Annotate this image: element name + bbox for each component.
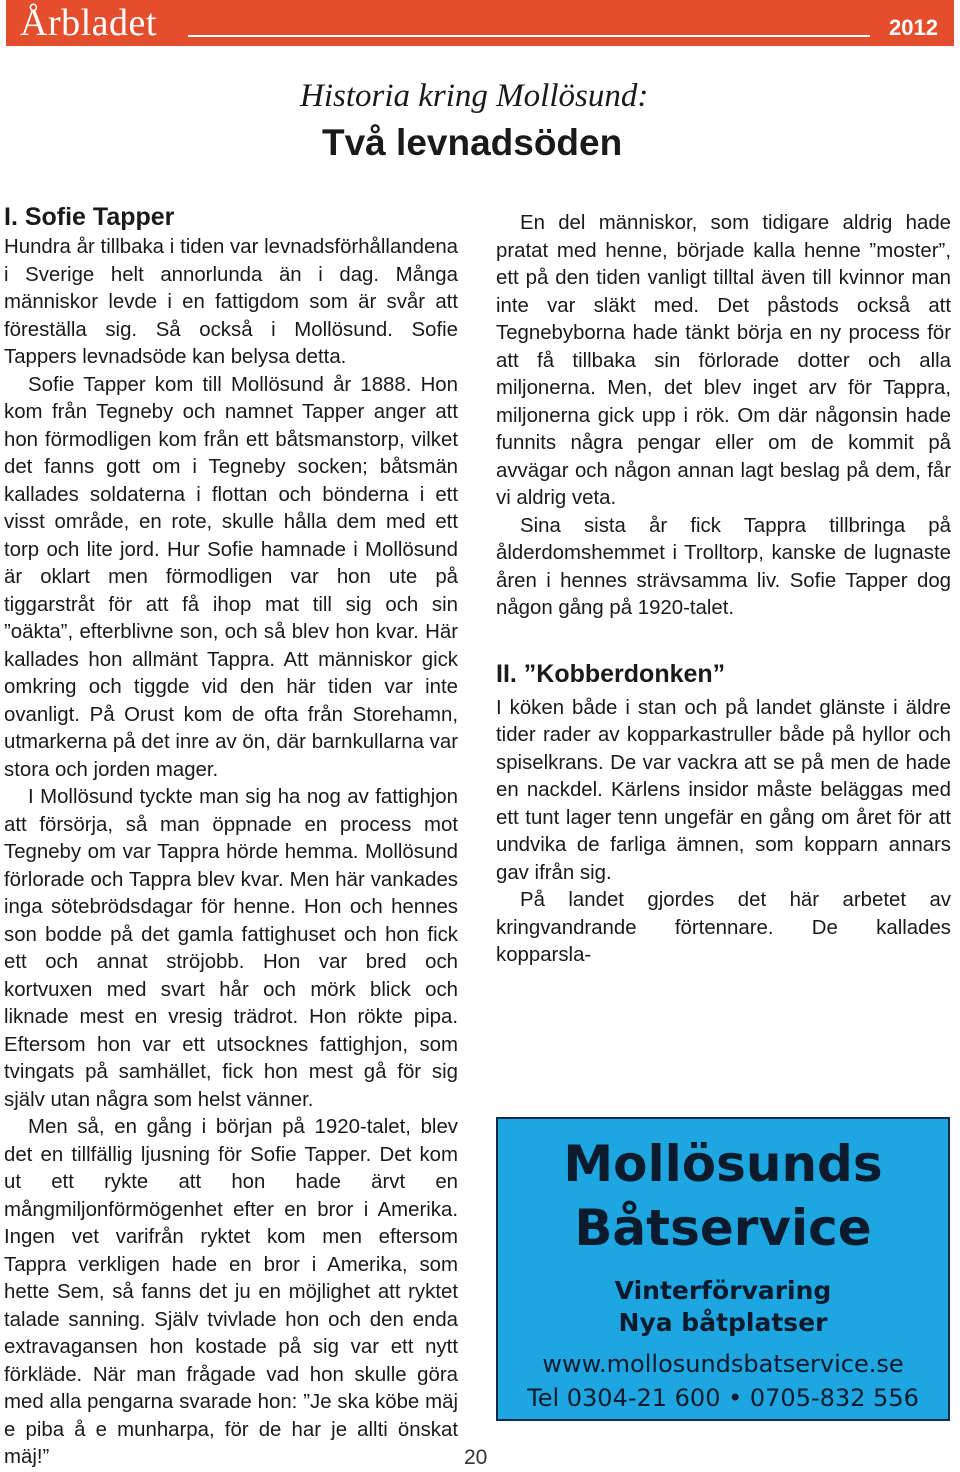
publication-title: Årbladet: [20, 2, 157, 44]
ad-phone: Tel 0304-21 600 • 0705-832 556: [527, 1384, 919, 1412]
header-rule: [188, 35, 870, 37]
right-column: [496, 210, 951, 970]
ad-service-line2: Nya båtplatser: [618, 1308, 828, 1337]
paragraph: Hundra år tillbaka i tiden var levnadsförhållandena i Sverige helt annorlunda än i dag. Många människor levde i en fattigdom som är svår att föreställa sig. Så också i Mollösund. Sofie Tappers levnadsöde kan belysa detta.: [4, 236, 458, 368]
paragraph: I köken både i stan och på landet glänste i äldre tider rader av kopparkastruller både på hyllor och spiselkrans. De var vackra att se på men de hade en nackdel. Kärlens insidor måste beläggas med ett tunt lager tenn ungefär en gång om året för att undvika de farliga ämnen, som kopparn annars gav ifrån sig.: [496, 696, 951, 884]
ad-company-name-line1: Mollösunds: [563, 1135, 883, 1193]
paragraph: En del människor, som tidigare aldrig hade pratat med henne, började kalla henne ”moster”, ett på den tiden vanligt tilltal även till kvinnor man inte var släkt med. Det påstods också att Tegnebyborna hade tänkt börja en ny process för att få tillbaka sin förlorade dotter och alla miljonerna. Men, det blev inget arv för Tappra, miljonerna gick upp i rök. Om där någonsin hade funnits några pengar eller om de kommit på avvägar och någon annan lagt beslag på dem, får vi aldrig veta.: [496, 212, 951, 509]
ad-company-name-line2: Båtservice: [574, 1199, 872, 1257]
section-heading-1: I. Sofie Tapper: [4, 203, 175, 231]
page-number: 20: [464, 1446, 488, 1469]
ad-service-line1: Vinterförvaring: [614, 1276, 832, 1305]
ad-website: www.mollosundsbatservice.se: [542, 1350, 904, 1378]
paragraph-continued: Men så, en gång i början på 1920-talet, blev det en tillfällig ljusning för Sofie Tapper. Det kom ut ett rykte att hon hade ärvt en mångmiljonförmögenhet efter en bror i Amerika. Ingen vet varifrån ryktet kom men eftersom Tappra verkligen hade en bror i Amerika, som hette Sem, så fanns det ju en möjlighet att ryktet talade sanning. Själv tvivlade hon och den enda extravagansen hon kostade på sig var ett nytt förkläde. När man frågade vad hon skulle göra med alla pengarna svarade hon: ”Je ska köbe mäj e piba å e munharpa, för de har je allti önskat mäj!”: [4, 1116, 458, 1468]
advertisement: [496, 1117, 950, 1421]
paragraph: På landet gjordes det här arbetet av kringvandrande förtennare. De kallades kopparsla-: [496, 889, 951, 966]
paragraph: Sina sista år fick Tappra tillbringa på ålderdomshemmet i Trolltorp, kanske de lugnaste åren i hennes strävsamma liv. Sofie Tapper dog någon gång på 1920-talet.: [496, 514, 951, 619]
section-heading-2: II. ”Kobberdonken”: [496, 659, 726, 688]
left-column: [4, 200, 458, 1472]
header-bar: [6, 0, 954, 46]
paragraph: I Mollösund tyckte man sig ha nog av fattighjon att försörja, så man öppnade en process mot Tegneby om var Tappra hörde hemma. Mollösund förlorade och Tappra blev kvar. Men här vankades inga sötebrödsdagar för henne. Hon och hennes son bodde på det gamla fattighuset och hon fick ett och annat ströjobb. Hon var bred och kortvuxen med svart hår och mörk blick och liknade mest en vresig trädrot. Hon rökte pipa. Eftersom hon var ett utsocknes fattighjon, som tvingats på samhället, fick hon mest gå för sig själv utan några som helst vänner.: [4, 786, 458, 1111]
publication-year: 2012: [889, 15, 938, 40]
article-title: Två levnadsöden: [322, 122, 623, 163]
paragraph: Sofie Tapper kom till Mollösund år 1888. Hon kom från Tegneby och namnet Tapper anger att hon förmodligen kom från ett båtsmanstorp, vilket det fanns gott om i Tegneby socken; båtsmän kallades soldaterna i flottan och bönderna i ett visst område, en rote, skulle hålla dem med ett torp och lite jord. Hur Sofie hamnade i Mollösund är oklart men förmodligen var hon ute på tiggarstråt för att få ihop mat till sig och sin ”oäkta”, efterblivne son, och så blev hon kvar. Här kallades hon allmänt Tappra. Att människor gick omkring och tiggde vid den här tiden var inte ovanligt. På Orust kom de ofta från Storehamn, utmarkerna på det inre av ön, där barnkullarna var stora och jorden mager.: [4, 373, 458, 781]
article-kicker: Historia kring Mollösund:: [300, 78, 649, 114]
